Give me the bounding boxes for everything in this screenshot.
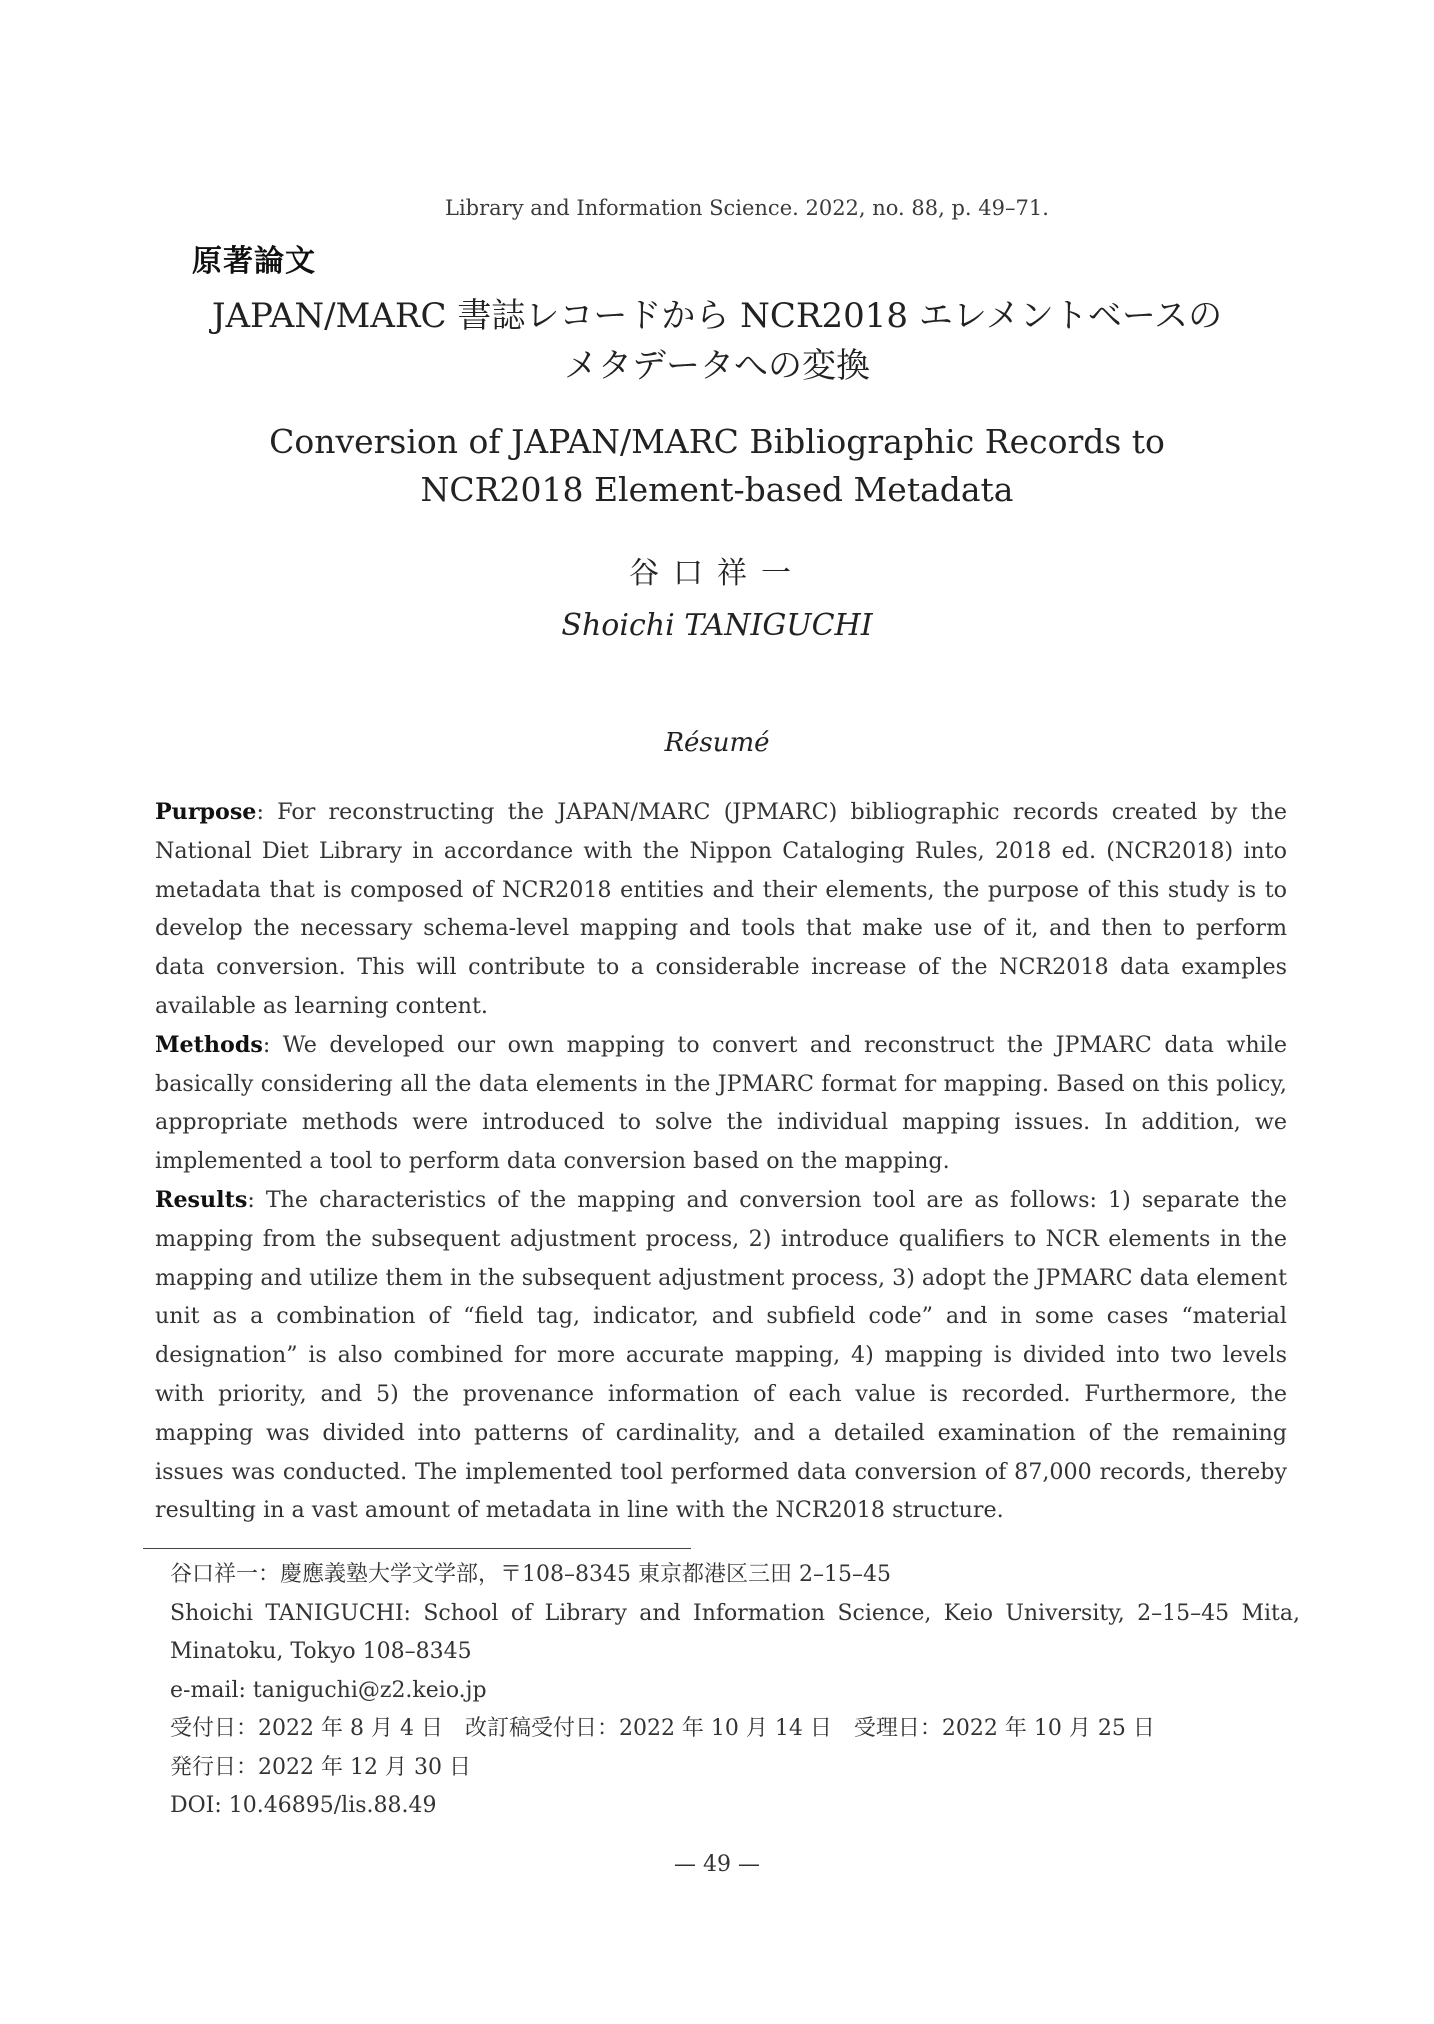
purpose-text: : For reconstructing the JAPAN/MARC (JPMARC) bibliographic records created by the National Diet Library in accordance with the Nippon Cataloging Rules, 2018 ed. (NCR2018) into metadata that is composed of NCR2018 entities and their elements, the purpose of this study is to develop the necessary schema-level mapping and tools that make use of it, and then to perform data conversion. This will contribute to a considerable increase of the NCR2018 data examples available as learning content. xyxy=(155,799,1287,1019)
author-name-english: Shoichi TANIGUCHI xyxy=(561,608,873,643)
title-japanese-line-1: JAPAN/MARC 書誌レコードから NCR2018 エレメントベースの xyxy=(211,296,1223,336)
journal-reference: Library and Information Science. 2022, no. 88, p. 49–71. xyxy=(445,196,1049,220)
footnote-divider xyxy=(143,1548,691,1549)
title-english-line-2: NCR2018 Element-based Metadata xyxy=(420,470,1014,509)
title-japanese-line-2: メタデータへの変換 xyxy=(564,346,870,386)
results-text: : The characteristics of the mapping and conversion tool are as follows: 1) separate the mapping from the subsequent adjustment process, 2) introduce qualifiers to NCR elements in the mapping and utilize them in the subsequent adjustment process, 3) adopt the JPMARC data element unit as a combination of “field tag, indicator, and subfield code” and in some cases “material designation” is also combined for more accurate mapping, 4) mapping is divided into two levels with priority, and 5) the provenance information of each value is recorded. Furthermore, the mapping was divided into patterns of cardinality, and a detailed examination of the remaining issues was conducted. The implemented tool performed data conversion of 87,000 records, thereby resulting in a vast amount of metadata in line with the NCR2018 structure. xyxy=(155,1186,1287,1524)
page-number: — 49 — xyxy=(674,1852,760,1877)
affiliation-japanese: 谷口祥一：慶應義塾大学文学部，〒108–8345 東京都港区三田 2–15–45 xyxy=(170,1562,891,1587)
received-dates: 受付日：2022 年 8 月 4 日 改訂稿受付日：2022 年 10 月 14 日 受理日：2022 年 10 月 25 日 xyxy=(170,1716,1155,1741)
purpose-label: Purpose xyxy=(155,799,257,825)
abstract-results xyxy=(155,1181,1287,1530)
results-label: Results xyxy=(155,1186,248,1213)
abstract xyxy=(155,793,1287,1530)
affiliation-english: Shoichi TANIGUCHI: School of Library and Information Science, Keio University, 2–15–45 Mita, Minatoku, Tokyo 108–8345 xyxy=(170,1600,1300,1664)
doi: DOI: 10.46895/lis.88.49 xyxy=(170,1793,437,1818)
abstract-methods xyxy=(155,1026,1287,1181)
article-type-label: 原著論文 xyxy=(192,244,316,279)
methods-label: Methods xyxy=(155,1031,263,1058)
resume-heading: Résumé xyxy=(664,728,770,758)
published-date: 発行日：2022 年 12 月 30 日 xyxy=(170,1754,471,1780)
author-name-japanese: 谷口祥一 xyxy=(629,556,805,591)
email: e-mail: taniguchi@z2.keio.jp xyxy=(170,1677,487,1703)
title-english-line-1: Conversion of JAPAN/MARC Bibliographic Records to xyxy=(269,422,1165,461)
methods-text: : We developed our own mapping to convert and reconstruct the JPMARC data while basically considering all the data elements in the JPMARC format for mapping. Based on this policy, appropriate methods were introduced to solve the individual mapping issues. In addition, we implemented a tool to perform data conversion based on the mapping. xyxy=(155,1031,1287,1175)
footnote xyxy=(170,1556,1300,1826)
abstract-purpose xyxy=(155,793,1287,1026)
